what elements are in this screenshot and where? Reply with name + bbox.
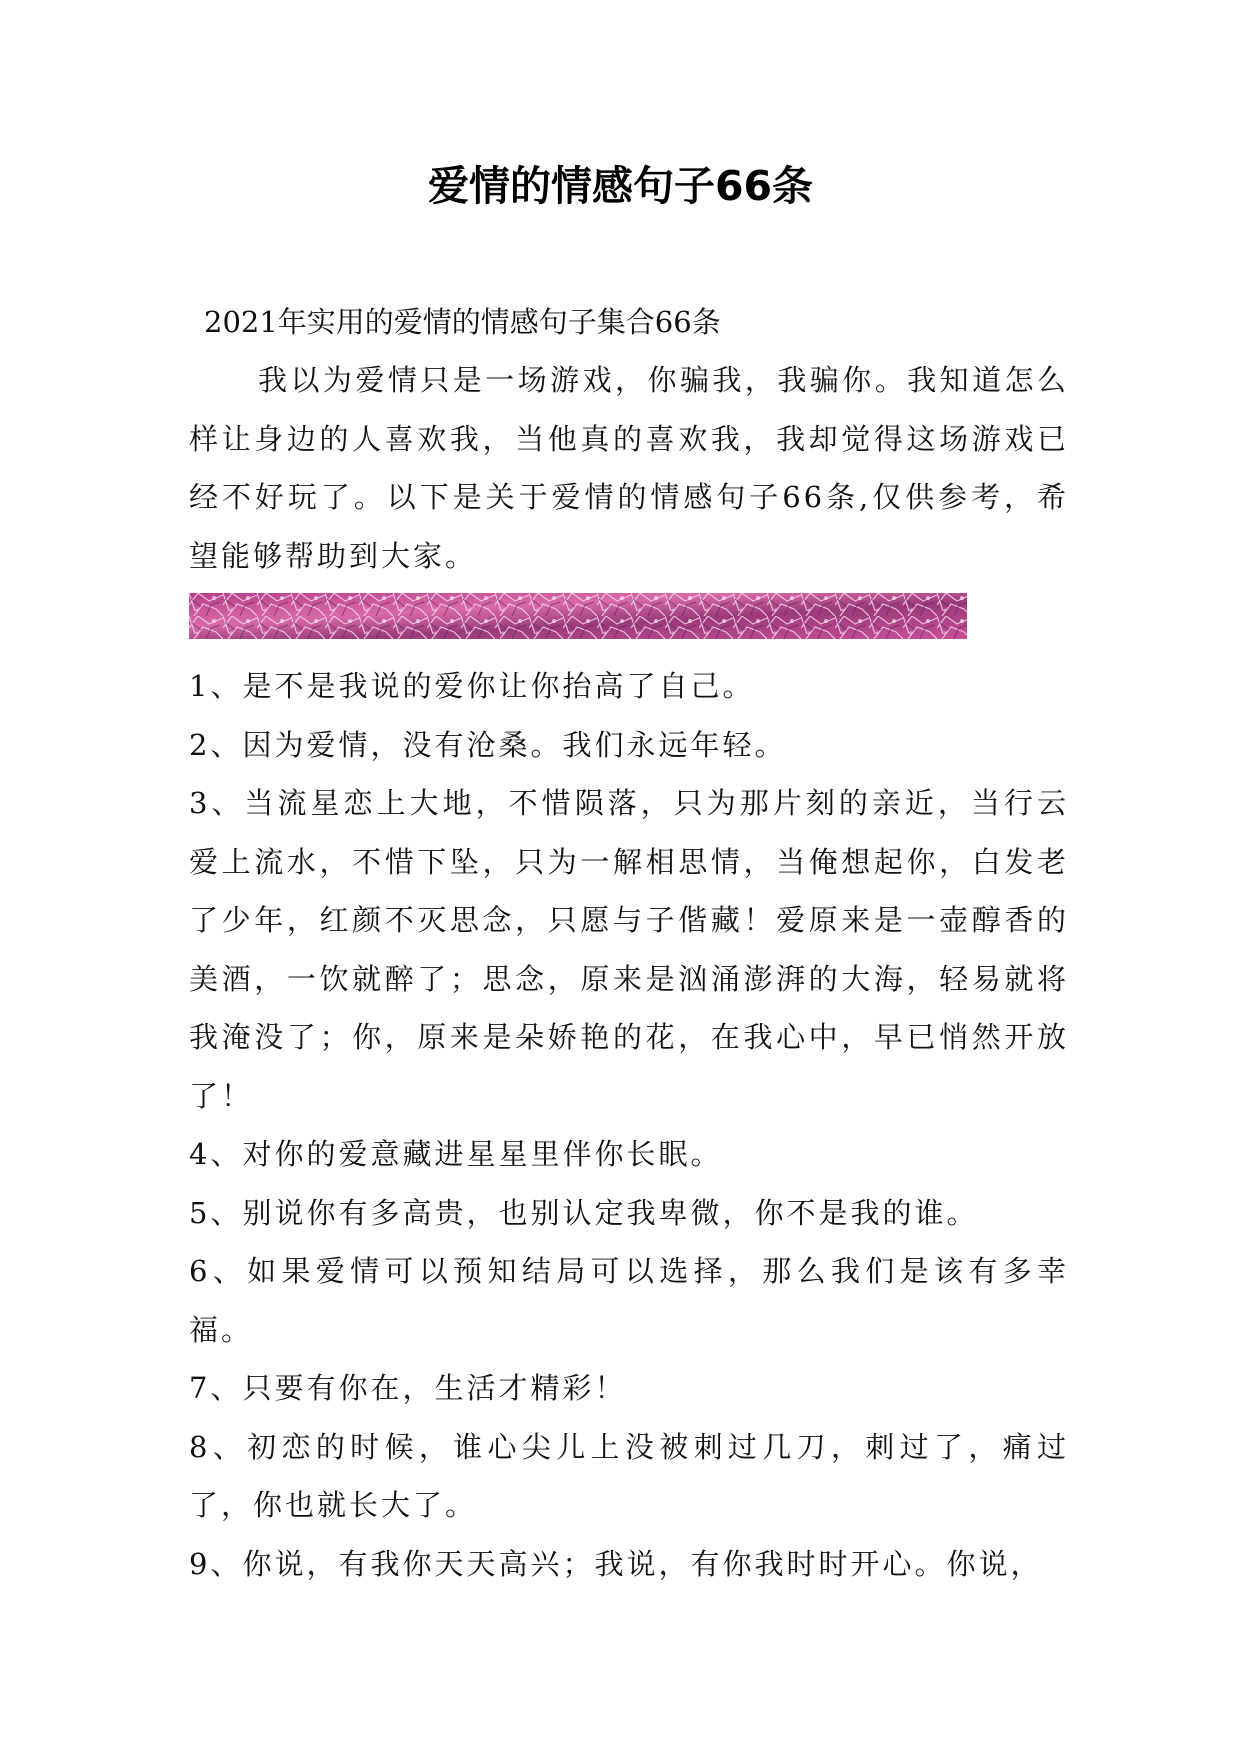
list-item: 2、因为爱情，没有沧桑。我们永远年轻。 — [189, 727, 787, 762]
intro-paragraph: 我以为爱情只是一场游戏，你骗我，我骗你。我知道怎么样让身边的人喜欢我，当他真的喜欢我，我却觉得这场游戏已经不好玩了。以下是关于爱情的情感句子66条,仅供参考，希望能够帮助到大家。 — [189, 363, 1069, 573]
list-item: 1、是不是我说的爱你让你抬高了自己。 — [189, 669, 755, 703]
list-item: 9、你说，有我你天天高兴；我说，有你我时时开心。你说， — [189, 1546, 1043, 1581]
document-subtitle: 2021年实用的爱情的情感句子集合66条 — [204, 305, 721, 339]
sentence-list — [189, 657, 1069, 1593]
pink-crystal-pattern-banner — [189, 593, 967, 639]
list-item: 4、对你的爱意藏进星星里伴你长眠。 — [189, 1137, 723, 1171]
list-item: 5、别说你有多高贵，也别认定我卑微，你不是我的谁。 — [189, 1195, 979, 1230]
document-title: 爱情的情感句子66条 — [427, 162, 814, 210]
document-body — [189, 293, 1069, 1593]
list-item: 7、只要有你在，生活才精彩！ — [189, 1371, 627, 1405]
list-item: 3、当流星恋上大地，不惜陨落，只为那片刻的亲近，当行云爱上流水，不惜下坠，只为一解相思情，当俺想起你，白发老了少年，红颜不灭思念，只愿与子偕藏！爱原来是一壶醇香的美酒，一饮就醉了；思念，原来是汹涌澎湃的大海，轻易就将我淹没了；你，原来是朵娇艳的花，在我心中，早已悄然开放了！ — [189, 786, 1069, 1113]
list-item: 6、如果爱情可以预知结局可以选择，那么我们是该有多幸福。 — [189, 1254, 1069, 1347]
list-item: 8、初恋的时候，谁心尖儿上没被刺过几刀，刺过了，痛过了，你也就长大了。 — [189, 1429, 1069, 1522]
